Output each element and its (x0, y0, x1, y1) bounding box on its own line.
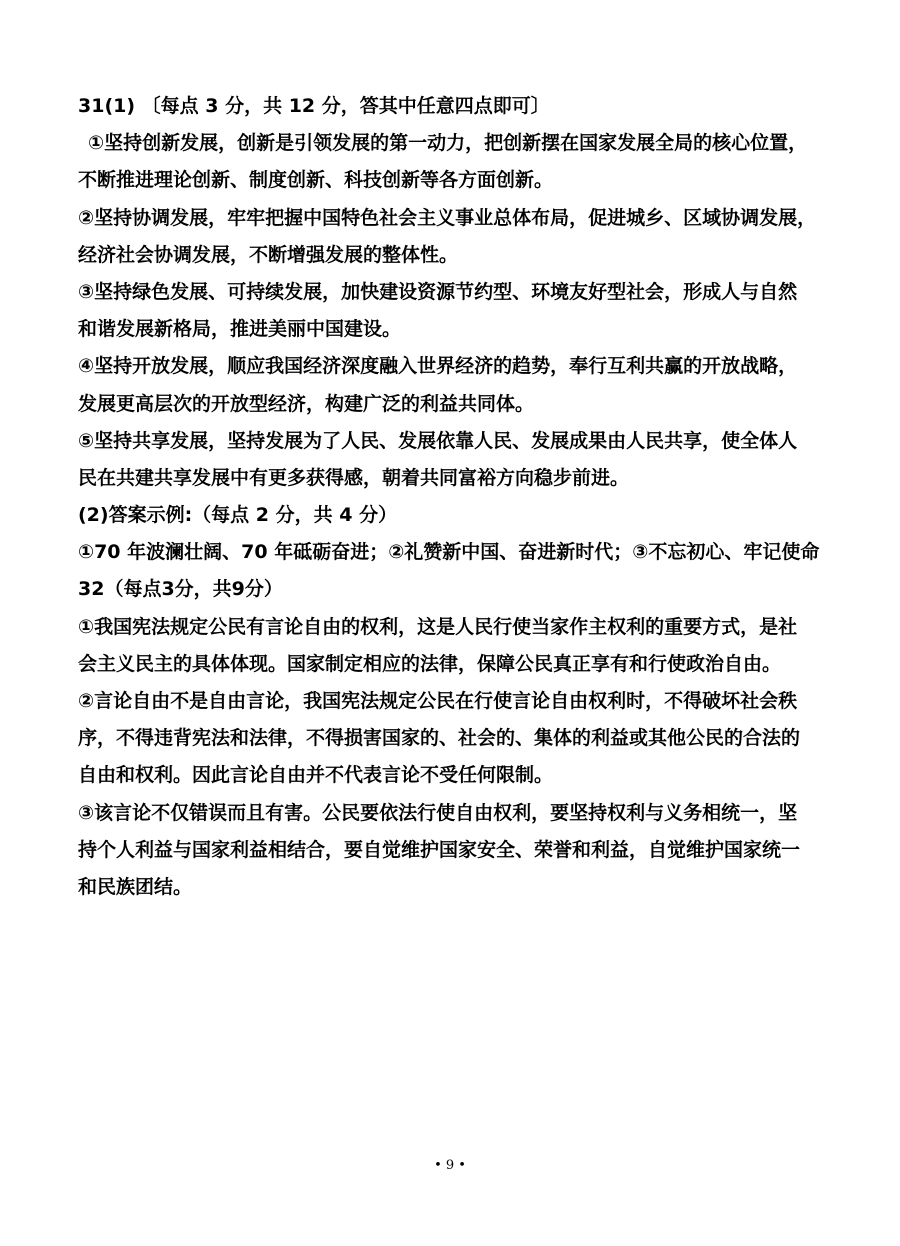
q32-point1-line1: ①我国宪法规定公民有言论自由的权利，这是人民行使当家作主权利的重要方式，是社 (78, 615, 798, 638)
q32-heading: 32（每点3分，共9分） (78, 578, 283, 601)
answer-text-block (78, 88, 828, 906)
q31-point5-line2: 民在共建共享发展中有更多获得感，朝着共同富裕方向稳步前进。 (78, 466, 630, 489)
q31-part1-heading: 31(1) 〔每点 3 分，共 12 分，答其中任意四点即可〕 (78, 95, 550, 117)
q31-point4-line1: ④坚持开放发展，顺应我国经济深度融入世界经济的趋势，奉行互利共赢的开放战略， (78, 355, 798, 378)
q32-point2-line1: ②言论自由不是自由言论，我国宪法规定公民在行使言论自由权利时，不得破坏社会秩 (78, 690, 798, 712)
q31-point4-line2: 发展更高层次的开放型经济，构建广泛的利益共同体。 (78, 392, 535, 415)
q31-point3-line1: ③坚持绿色发展、可持续发展，加快建设资源节约型、环境友好型社会，形成人与自然 (78, 280, 798, 303)
q32-point1-line2: 会主义民主的具体体现。国家制定相应的法律，保障公民真正享有和行使政治自由。 (78, 652, 782, 675)
q31-point1-line2: 不断推进理论创新、制度创新、科技创新等各方面创新。 (78, 169, 554, 192)
q32-point3-line3: 和民族团结。 (78, 875, 193, 898)
q32-point3-line1: ③该言论不仅错误而且有害。公民要依法行使自由权利，要坚持权利与义务相统一，坚 (78, 801, 798, 824)
q31-point5-line1: ⑤坚持共享发展，坚持发展为了人民、发展依靠人民、发展成果由人民共享，使全体人 (78, 429, 798, 452)
q31-point2-line2: 经济社会协调发展，不断增强发展的整体性。 (78, 243, 459, 266)
q31-part2-examples: ①70 年波澜壮阔、70 年砥砺奋进；②礼赞新中国、奋进新时代；③不忘初心、牢记使命 (78, 541, 820, 564)
q31-part2-heading: (2)答案示例:（每点 2 分，共 4 分） (78, 504, 398, 527)
q31-point2-line1: ②坚持协调发展，牢牢把握中国特色社会主义事业总体布局，促进城乡、区域协调发展， (78, 206, 817, 229)
q31-point1-line1: ①坚持创新发展，创新是引领发展的第一动力，把创新摆在国家发展全局的核心位置， (88, 132, 808, 155)
q32-point3-line2: 持个人利益与国家利益相结合，要自觉维护国家安全、荣誉和利益，自觉维护国家统一 (78, 838, 801, 861)
q31-point3-line2: 和谐发展新格局，推进美丽中国建设。 (78, 318, 402, 341)
page-number: • 9 • (434, 1158, 466, 1173)
q32-point2-line3: 自由和权利。因此言论自由并不代表言论不受任何限制。 (78, 764, 554, 787)
q32-point2-line2: 序，不得违背宪法和法律，不得损害国家的、社会的、集体的利益或其他公民的合法的 (78, 727, 801, 750)
